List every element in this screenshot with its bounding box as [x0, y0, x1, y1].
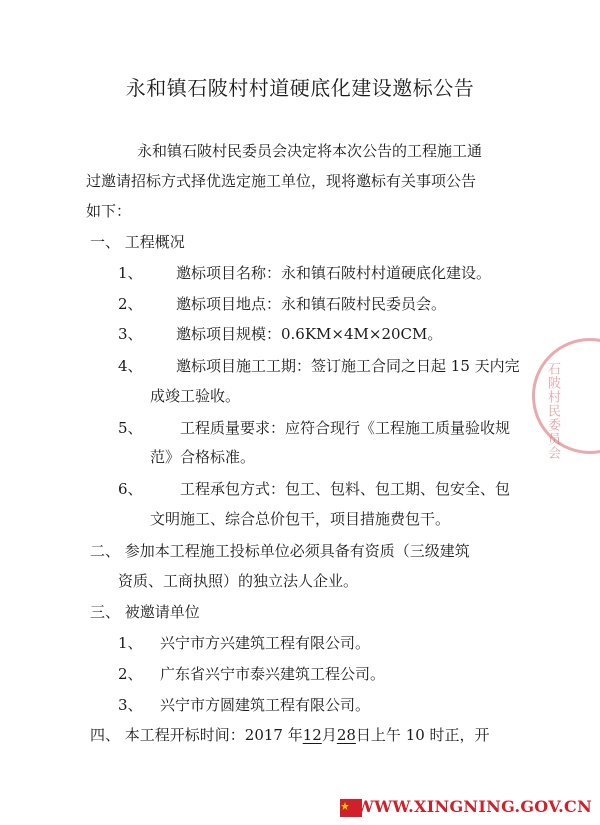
section-4-month-label: 月: [321, 726, 337, 744]
website-link[interactable]: WWW.XINGNING.GOV.CN: [355, 797, 592, 816]
item-6-text: 工程承包方式：包工、包料、包工期、包安全、包: [180, 480, 511, 498]
item-3-number: 3、: [118, 325, 143, 343]
intro-line-1: 永和镇石陂村民委员会决定将本次公告的工程施工通: [137, 142, 483, 160]
section-4-prefix: 四、 本工程开标时间：2017 年: [90, 726, 303, 744]
item-2-number: 2、: [118, 295, 143, 313]
item-5-number: 5、: [118, 419, 143, 437]
section-2-line-1: 二、 参加本工程施工投标单位必须具备有资质（三级建筑: [90, 542, 470, 560]
item-6-continuation: 文明施工、综合总价包干，项目措施费包干。: [150, 510, 451, 528]
section-2-line-2: 资质、工商执照）的独立法人企业。: [118, 572, 359, 590]
item-6-number: 6、: [118, 480, 143, 498]
item-4-continuation: 成竣工验收。: [150, 387, 241, 405]
intro-line-2: 过邀请招标方式择优选定施工单位，现将邀标有关事项公告: [86, 172, 477, 190]
section-3-heading: 三、 被邀请单位: [90, 603, 200, 621]
item-1-text: 邀标项目名称：永和镇石陂村村道硬底化建设。: [176, 264, 492, 282]
section-1-heading: 一、 工程概况: [90, 233, 185, 251]
unit-1-number: 1、: [118, 634, 143, 652]
section-4-suffix: 日上午 10 时正，开: [355, 726, 490, 744]
unit-1-text: 兴宁市方兴建筑工程有限公司。: [160, 634, 371, 652]
unit-3-number: 3、: [118, 696, 143, 714]
item-4-text: 邀标项目施工工期：签订施工合同之日起 15 天内完: [176, 357, 520, 375]
item-1-number: 1、: [118, 264, 143, 282]
opening-day: 28: [336, 726, 356, 744]
document-title: 永和镇石陂村村道硬底化建设邀标公告: [125, 76, 475, 100]
opening-month: 12: [302, 726, 322, 744]
intro-line-3: 如下：: [86, 202, 132, 220]
unit-3-text: 兴宁市方圆建筑工程有限公司。: [160, 696, 371, 714]
seal-text: 石陂村民委员会: [545, 362, 560, 460]
unit-2-text: 广东省兴宁市泰兴建筑工程公司。: [160, 665, 386, 683]
item-3-text: 邀标项目规模：0.6KM×4M×20CM。: [176, 325, 443, 343]
section-4-line: [90, 724, 490, 745]
item-5-continuation: 范》合格标准。: [150, 448, 256, 466]
item-5-text: 工程质量要求：应符合现行《工程施工质量验收规: [180, 419, 511, 437]
item-4-number: 4、: [118, 357, 143, 375]
item-2-text: 邀标项目地点：永和镇石陂村民委员会。: [176, 295, 447, 313]
unit-2-number: 2、: [118, 665, 143, 683]
